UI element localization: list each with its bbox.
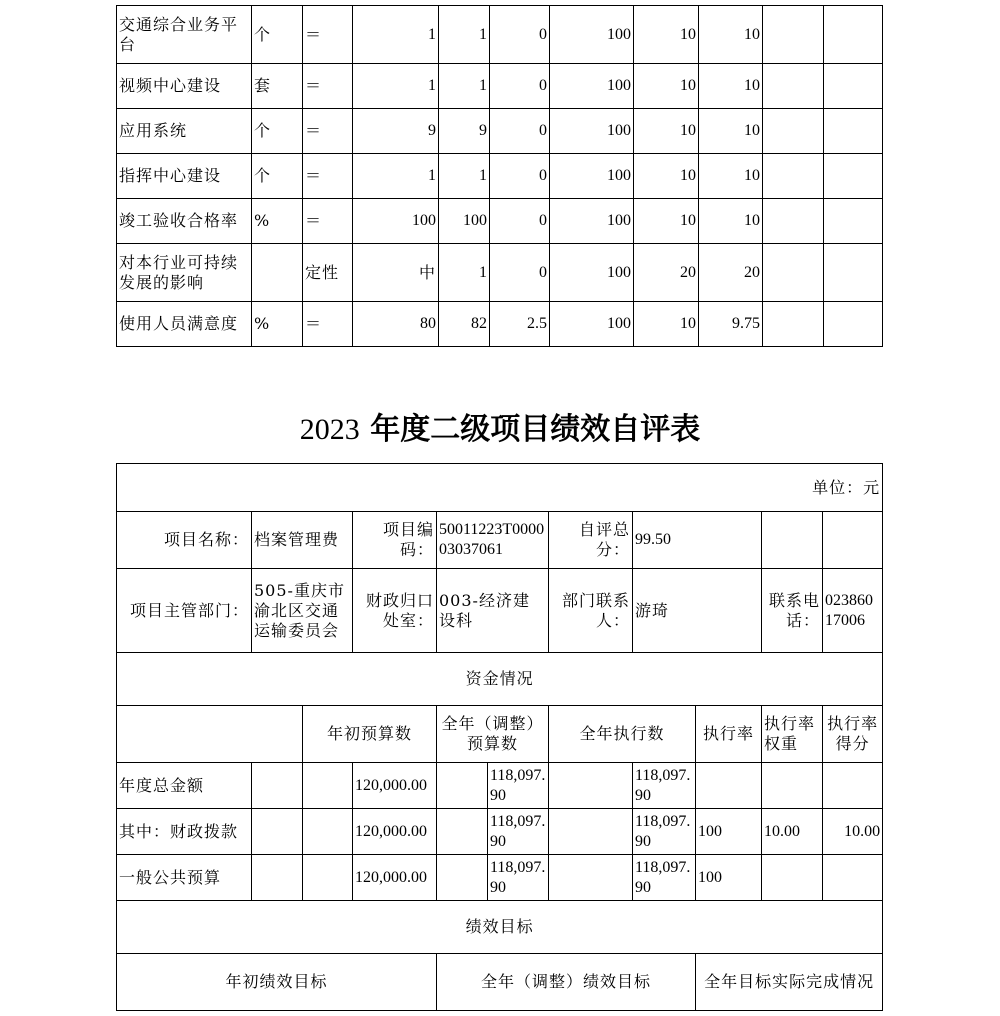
indicator-rate: 100 — [550, 302, 634, 347]
indicator-weight: 10 — [634, 302, 699, 347]
rate-weight-header: 执行率权重 — [762, 706, 823, 763]
indicator-score: 10 — [699, 199, 763, 244]
indicator-score: 20 — [699, 244, 763, 302]
title-text: 年度二级项目绩效自评表 — [359, 412, 701, 447]
fund-weight: 10.00 — [762, 809, 823, 855]
project-code-value: 50011223T000003037061 — [437, 512, 549, 569]
indicator-rate: 100 — [550, 154, 634, 199]
indicator-actual: 1 — [439, 64, 490, 109]
initial-budget-header: 年初预算数 — [303, 706, 437, 763]
empty-cell — [549, 855, 633, 901]
empty-cell — [824, 109, 883, 154]
indicator-unit: 个 — [252, 109, 303, 154]
indicator-weight: 10 — [634, 154, 699, 199]
rate-score-header: 执行率得分 — [823, 706, 883, 763]
page-title — [0, 408, 1000, 452]
fund-executed: 118,097.90 — [633, 763, 696, 809]
empty-cell — [549, 809, 633, 855]
table-row — [117, 6, 883, 64]
empty-cell — [763, 154, 824, 199]
indicator-deviation: 0 — [490, 109, 550, 154]
indicator-operator: ＝ — [303, 199, 353, 244]
indicator-actual: 1 — [439, 6, 490, 64]
indicator-deviation: 0 — [490, 6, 550, 64]
indicator-name: 交通综合业务平台 — [117, 6, 252, 64]
self-score-label: 自评总分： — [549, 512, 633, 569]
indicator-weight: 10 — [634, 199, 699, 244]
indicator-score: 10 — [699, 154, 763, 199]
table-row — [117, 464, 883, 512]
indicator-operator: ＝ — [303, 6, 353, 64]
indicator-score: 10 — [699, 109, 763, 154]
project-code-label: 项目编码： — [353, 512, 437, 569]
indicator-operator: ＝ — [303, 109, 353, 154]
indicator-target: 中 — [353, 244, 439, 302]
fund-weight — [762, 763, 823, 809]
fund-adjusted: 118,097.90 — [488, 855, 549, 901]
execution-rate-header: 执行率 — [696, 706, 762, 763]
indicator-rate: 100 — [550, 6, 634, 64]
indicator-actual: 1 — [439, 244, 490, 302]
indicator-weight: 10 — [634, 109, 699, 154]
indicator-actual: 1 — [439, 154, 490, 199]
table-row — [117, 64, 883, 109]
empty-cell — [763, 109, 824, 154]
self-score-value: 99.50 — [633, 512, 762, 569]
finance-office-value: 003-经济建设科 — [437, 569, 549, 653]
empty-cell — [763, 199, 824, 244]
fund-rate: 100 — [696, 809, 762, 855]
table-row — [117, 954, 883, 1011]
empty-cell — [303, 855, 353, 901]
contact-label: 部门联系人： — [549, 569, 633, 653]
indicator-unit — [252, 244, 303, 302]
empty-cell — [303, 809, 353, 855]
finance-office-label: 财政归口处室： — [353, 569, 437, 653]
adjusted-goal-header: 全年（调整）绩效目标 — [437, 954, 696, 1011]
indicator-weight: 20 — [634, 244, 699, 302]
actual-completion-header: 全年目标实际完成情况 — [696, 954, 883, 1011]
indicator-target: 1 — [353, 64, 439, 109]
table-row — [117, 653, 883, 706]
indicator-deviation: 0 — [490, 244, 550, 302]
empty-cell — [437, 855, 488, 901]
fund-row-label: 其中：财政拨款 — [117, 809, 252, 855]
unit-note: 单位：元 — [117, 464, 883, 512]
indicator-name: 使用人员满意度 — [117, 302, 252, 347]
fund-row-label: 一般公共预算 — [117, 855, 252, 901]
table-row — [117, 855, 883, 901]
empty-cell — [824, 302, 883, 347]
indicator-deviation: 0 — [490, 154, 550, 199]
dept-label: 项目主管部门： — [117, 569, 252, 653]
table-row — [117, 302, 883, 347]
indicator-actual: 82 — [439, 302, 490, 347]
empty-cell — [763, 64, 824, 109]
table-row — [117, 763, 883, 809]
indicator-name: 视频中心建设 — [117, 64, 252, 109]
empty-cell — [303, 763, 353, 809]
empty-cell — [824, 199, 883, 244]
indicator-operator: ＝ — [303, 154, 353, 199]
empty-cell — [763, 244, 824, 302]
indicator-name: 指挥中心建设 — [117, 154, 252, 199]
indicator-rate: 100 — [550, 64, 634, 109]
phone-label: 联系电话： — [762, 569, 823, 653]
table-row — [117, 706, 883, 763]
executed-header: 全年执行数 — [549, 706, 696, 763]
indicator-weight: 10 — [634, 64, 699, 109]
indicator-score: 9.75 — [699, 302, 763, 347]
fund-executed: 118,097.90 — [633, 809, 696, 855]
indicator-target: 1 — [353, 154, 439, 199]
indicator-deviation: 0 — [490, 199, 550, 244]
fund-initial: 120,000.00 — [353, 855, 437, 901]
empty-cell — [763, 6, 824, 64]
phone-value: 02386017006 — [823, 569, 883, 653]
empty-cell — [437, 763, 488, 809]
empty-cell — [824, 64, 883, 109]
indicator-actual: 9 — [439, 109, 490, 154]
table-row — [117, 244, 883, 302]
indicator-rate: 100 — [550, 244, 634, 302]
indicator-name: 竣工验收合格率 — [117, 199, 252, 244]
table-row — [117, 901, 883, 954]
indicator-unit: 套 — [252, 64, 303, 109]
empty-cell — [437, 809, 488, 855]
empty-cell — [549, 763, 633, 809]
initial-goal-header: 年初绩效目标 — [117, 954, 437, 1011]
indicator-target: 80 — [353, 302, 439, 347]
indicator-deviation: 0 — [490, 64, 550, 109]
indicator-name: 对本行业可持续发展的影响 — [117, 244, 252, 302]
indicator-unit: 个 — [252, 154, 303, 199]
indicator-unit: 个 — [252, 6, 303, 64]
indicator-name: 应用系统 — [117, 109, 252, 154]
fund-rate — [696, 763, 762, 809]
table-row — [117, 569, 883, 653]
empty-cell — [252, 855, 303, 901]
dept-value: 505-重庆市渝北区交通运输委员会 — [252, 569, 353, 653]
table-row — [117, 109, 883, 154]
indicator-score: 10 — [699, 6, 763, 64]
fund-score — [823, 763, 883, 809]
table-row — [117, 809, 883, 855]
indicator-deviation: 2.5 — [490, 302, 550, 347]
fund-score — [823, 855, 883, 901]
empty-cell — [762, 512, 823, 569]
fund-initial: 120,000.00 — [353, 809, 437, 855]
empty-cell — [824, 6, 883, 64]
title-year: 2023 — [299, 413, 360, 446]
empty-cell — [824, 244, 883, 302]
fund-weight — [762, 855, 823, 901]
empty-cell — [824, 154, 883, 199]
indicator-target: 100 — [353, 199, 439, 244]
fund-executed: 118,097.90 — [633, 855, 696, 901]
indicator-rate: 100 — [550, 199, 634, 244]
indicator-operator: 定性 — [303, 244, 353, 302]
contact-value: 游琦 — [633, 569, 762, 653]
empty-cell — [252, 763, 303, 809]
table-row — [117, 512, 883, 569]
indicator-target: 9 — [353, 109, 439, 154]
indicator-unit: % — [252, 302, 303, 347]
fund-initial: 120,000.00 — [353, 763, 437, 809]
indicator-operator: ＝ — [303, 302, 353, 347]
indicator-operator: ＝ — [303, 64, 353, 109]
indicator-table — [116, 5, 883, 347]
fund-rate: 100 — [696, 855, 762, 901]
empty-cell — [763, 302, 824, 347]
indicator-rate: 100 — [550, 109, 634, 154]
empty-cell — [117, 706, 303, 763]
project-name-value: 档案管理费 — [252, 512, 353, 569]
table-row — [117, 154, 883, 199]
empty-cell — [823, 512, 883, 569]
fund-row-label: 年度总金额 — [117, 763, 252, 809]
indicator-unit: % — [252, 199, 303, 244]
project-name-label: 项目名称： — [117, 512, 252, 569]
indicator-weight: 10 — [634, 6, 699, 64]
fund-score: 10.00 — [823, 809, 883, 855]
indicator-actual: 100 — [439, 199, 490, 244]
table-row — [117, 199, 883, 244]
self-evaluation-table — [116, 463, 883, 1011]
goals-section-title: 绩效目标 — [117, 901, 883, 954]
funds-section-title: 资金情况 — [117, 653, 883, 706]
indicator-score: 10 — [699, 64, 763, 109]
fund-adjusted: 118,097.90 — [488, 809, 549, 855]
indicator-target: 1 — [353, 6, 439, 64]
fund-adjusted: 118,097.90 — [488, 763, 549, 809]
empty-cell — [252, 809, 303, 855]
adjusted-budget-header: 全年（调整）预算数 — [437, 706, 549, 763]
